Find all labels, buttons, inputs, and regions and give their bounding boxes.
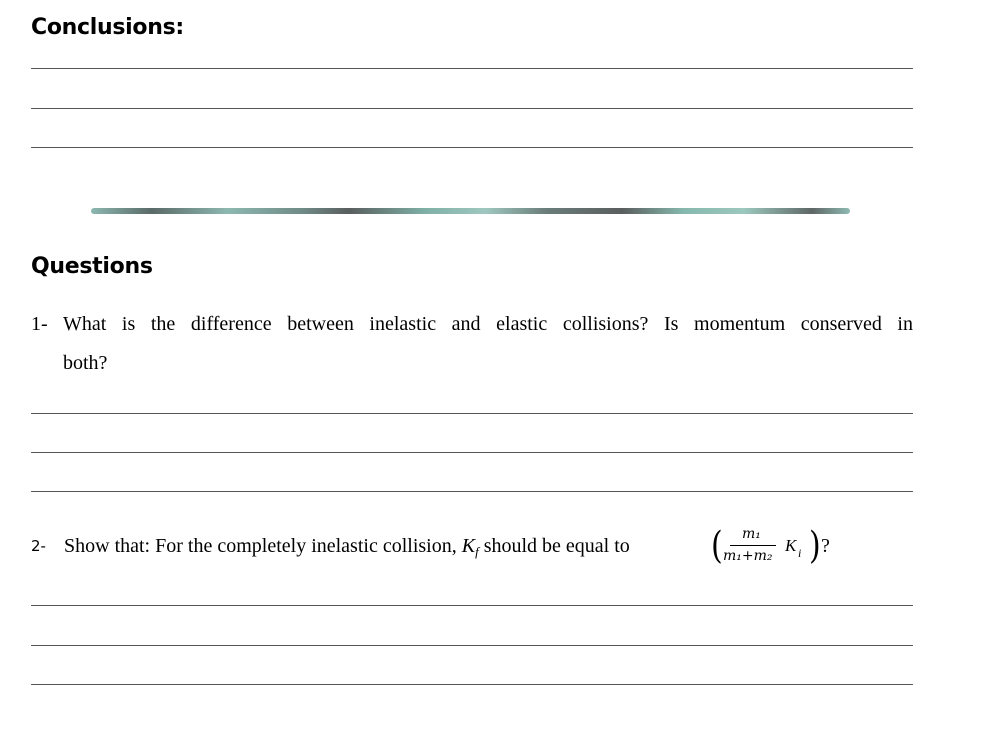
question-2-answer-line-1 [31,605,913,606]
question-2-text [64,536,630,558]
questions-heading: Questions [31,254,153,279]
question-1-text: What is the difference between inelastic and elastic collisions? Is momentum conserved in [63,313,913,335]
k-final-subscript: f [475,544,479,559]
question-2-mark: ? [821,535,830,557]
conclusions-answer-line-1 [31,68,913,69]
question-1-answer-line-1 [31,413,913,414]
conclusions-answer-line-2 [31,108,913,109]
question-1-answer-line-3 [31,491,913,492]
conclusions-answer-line-3 [31,147,913,148]
question-1-text-continued: both? [63,352,108,374]
question-2-answer-line-3 [31,684,913,685]
formula-close-paren: ) [809,524,821,568]
question-1-answer-line-2 [31,452,913,453]
question-2-answer-line-2 [31,645,913,646]
formula-open-paren: ( [711,524,723,568]
conclusions-heading: Conclusions: [31,15,184,40]
question-2-text-after: should be equal to [478,535,630,557]
fraction-denominator: m₁+m₂ [723,548,773,564]
k-final-symbol: K [461,535,476,557]
question-2-number: 2- [31,537,46,555]
question-1-number: 1- [31,313,48,335]
question-2-text-before: Show that: For the completely inelastic collision, [64,535,462,557]
fraction-numerator: m₁ [742,526,761,542]
section-separator [91,208,850,214]
k-initial-subscript: i [798,546,802,560]
fraction-bar [730,545,776,546]
k-initial-symbol: K [785,536,797,555]
